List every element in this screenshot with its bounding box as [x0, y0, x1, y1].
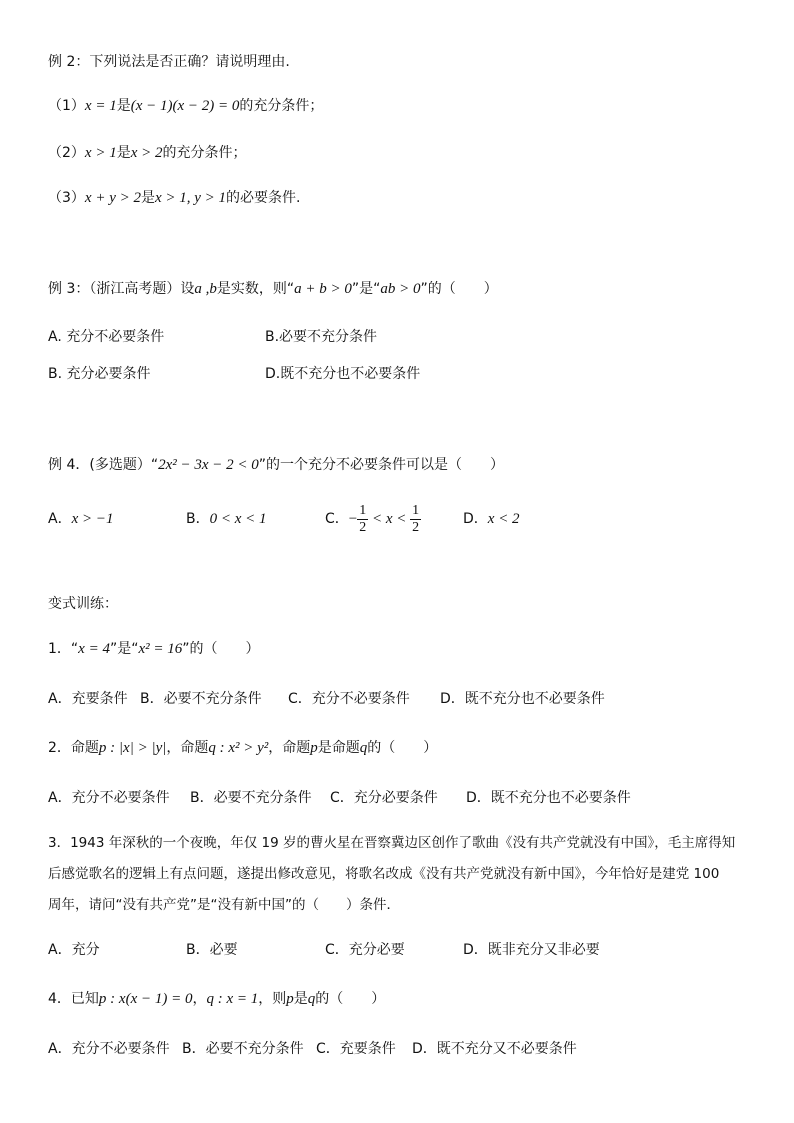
stem-text: 是实数，则“	[216, 281, 295, 297]
option-label: B．	[186, 511, 210, 527]
stem-text: 例 3：（浙江高考题）设	[48, 281, 195, 297]
stem-text: ，命题	[166, 740, 209, 756]
math-vars: a ,b	[194, 281, 217, 297]
q1-option-c[interactable]: C．充分不必要条件	[288, 691, 410, 707]
stem-text: 的（ ）	[367, 740, 438, 756]
fraction-half	[357, 503, 368, 536]
math-expr: (x − 1)(x − 2) = 0	[130, 98, 240, 114]
item-tail: 的充分条件；	[162, 145, 247, 161]
q1-stem	[48, 639, 260, 659]
math-expr: x = 4	[78, 641, 110, 657]
math-expr: p : |x| > |y|	[98, 740, 167, 756]
math-expr: x > 2	[130, 145, 163, 161]
option-label: D．	[463, 511, 488, 527]
math-expr: ab > 0	[380, 281, 421, 297]
q3-option-a[interactable]: A．充分	[48, 942, 100, 958]
stem-text: ，	[192, 991, 207, 1007]
stem-text: 4．已知	[48, 991, 99, 1007]
ex4-option-c[interactable]	[325, 500, 421, 538]
ex2-item-1	[48, 96, 323, 116]
stem-text: 是命题	[317, 740, 360, 756]
ex4-option-b[interactable]	[186, 509, 267, 529]
q1-option-d[interactable]: D．既不充分也不必要条件	[440, 691, 605, 707]
math-expr: x = 1	[84, 98, 117, 114]
ex3-option-b[interactable]: B.必要不充分条件	[265, 329, 378, 345]
fraction-numerator: 1	[359, 502, 367, 518]
q3-option-c[interactable]: C．充分必要	[325, 942, 405, 958]
ex3-option-c[interactable]: B. 充分必要条件	[48, 366, 151, 382]
q4-option-d[interactable]: D．既不充分又不必要条件	[412, 1041, 577, 1057]
math-expr: x > 1	[84, 145, 117, 161]
math-var: q	[359, 740, 368, 756]
minus-sign: −	[348, 511, 358, 527]
math-expr: q : x² > y²	[208, 740, 269, 756]
connector: 是	[140, 190, 155, 206]
item-tail: 的必要条件.	[226, 190, 301, 206]
practice-title: 变式训练：	[48, 596, 118, 612]
math-expr: 2x² − 3x − 2 < 0	[158, 457, 259, 473]
ex4-option-d[interactable]	[463, 509, 520, 529]
ex3-option-a[interactable]: A. 充分不必要条件	[48, 329, 165, 345]
connector: 是	[116, 145, 131, 161]
q4-stem	[48, 989, 385, 1009]
q2-option-b[interactable]: B．必要不充分条件	[190, 790, 312, 806]
q2-option-d[interactable]: D．既不充分也不必要条件	[466, 790, 631, 806]
stem-text: ，命题	[268, 740, 311, 756]
stem-text: 的（ ）	[315, 991, 386, 1007]
stem-text: 2．命题	[48, 740, 99, 756]
q1-option-a[interactable]: A．充要条件	[48, 691, 128, 707]
ex2-item-3	[48, 188, 301, 208]
item-tail: 的充分条件；	[239, 98, 324, 114]
q2-option-a[interactable]: A．充分不必要条件	[48, 790, 170, 806]
fraction-half	[410, 503, 421, 536]
q4-option-b[interactable]: B．必要不充分条件	[182, 1041, 304, 1057]
q3-option-d[interactable]: D．既非充分又非必要	[463, 942, 600, 958]
stem-text: 例 4．(多选题）“	[48, 457, 159, 473]
item-number: （1）	[48, 98, 85, 114]
stem-text: ”是“	[351, 281, 381, 297]
option-label: C．	[325, 511, 349, 527]
stem-text: ，则	[258, 991, 287, 1007]
ex3-stem	[48, 279, 498, 299]
q2-option-c[interactable]: C．充分必要条件	[330, 790, 438, 806]
ex3-option-d[interactable]: D.既不充分也不必要条件	[265, 366, 421, 382]
math-var: q	[307, 991, 316, 1007]
item-number: （2）	[48, 145, 85, 161]
stem-text: 是	[293, 991, 308, 1007]
math-var: p	[310, 740, 318, 756]
stem-text: ”的一个充分不必要条件可以是（ ）	[258, 457, 505, 473]
ex4-option-a[interactable]	[48, 509, 113, 529]
math-expr: p : x(x − 1) = 0	[98, 991, 193, 1007]
math-expr: q : x = 1	[206, 991, 259, 1007]
math-expr: < x <	[368, 511, 411, 527]
math-expr: 0 < x < 1	[209, 511, 267, 527]
q1-option-b[interactable]: B．必要不充分条件	[140, 691, 262, 707]
stem-text: 1．“	[48, 641, 79, 657]
math-expr: x < 2	[487, 511, 520, 527]
ex2-title: 例 2：下列说法是否正确？请说明理由.	[48, 54, 290, 70]
q3-line-1: 3．1943 年深秋的一个夜晚，年仅 19 岁的曹火星在晋察冀边区创作了歌曲《没有共产党就没有中国》，毛主席得知	[48, 835, 736, 851]
q3-line-3: 周年，请问“没有共产党”是“没有新中国”的（ ）条件．	[48, 897, 400, 913]
q3-option-b[interactable]: B．必要	[186, 942, 238, 958]
math-expr: x + y > 2	[84, 190, 141, 206]
option-label: A．	[48, 511, 72, 527]
q3-line-2: 后感觉歌名的逻辑上有点问题，遂提出修改意见，将歌名改成《没有共产党就没有新中国》，今年恰好是建党 100	[48, 866, 720, 882]
q4-option-c[interactable]: C．充要条件	[316, 1041, 396, 1057]
q2-stem	[48, 738, 437, 758]
item-number: （3）	[48, 190, 85, 206]
ex4-stem	[48, 455, 504, 475]
stem-text: ”的（ ）	[182, 641, 260, 657]
fraction-denominator: 2	[412, 519, 420, 535]
math-expr: x > −1	[71, 511, 114, 527]
q4-option-a[interactable]: A．充分不必要条件	[48, 1041, 170, 1057]
math-var: p	[286, 991, 294, 1007]
math-expr: x > 1, y > 1	[154, 190, 227, 206]
stem-text: ”是“	[109, 641, 139, 657]
stem-text: ”的（ ）	[420, 281, 498, 297]
fraction-denominator: 2	[359, 519, 367, 535]
math-expr: x² = 16	[138, 641, 183, 657]
math-expr: a + b > 0	[294, 281, 352, 297]
fraction-numerator: 1	[412, 502, 420, 518]
connector: 是	[116, 98, 131, 114]
ex2-item-2	[48, 143, 246, 163]
